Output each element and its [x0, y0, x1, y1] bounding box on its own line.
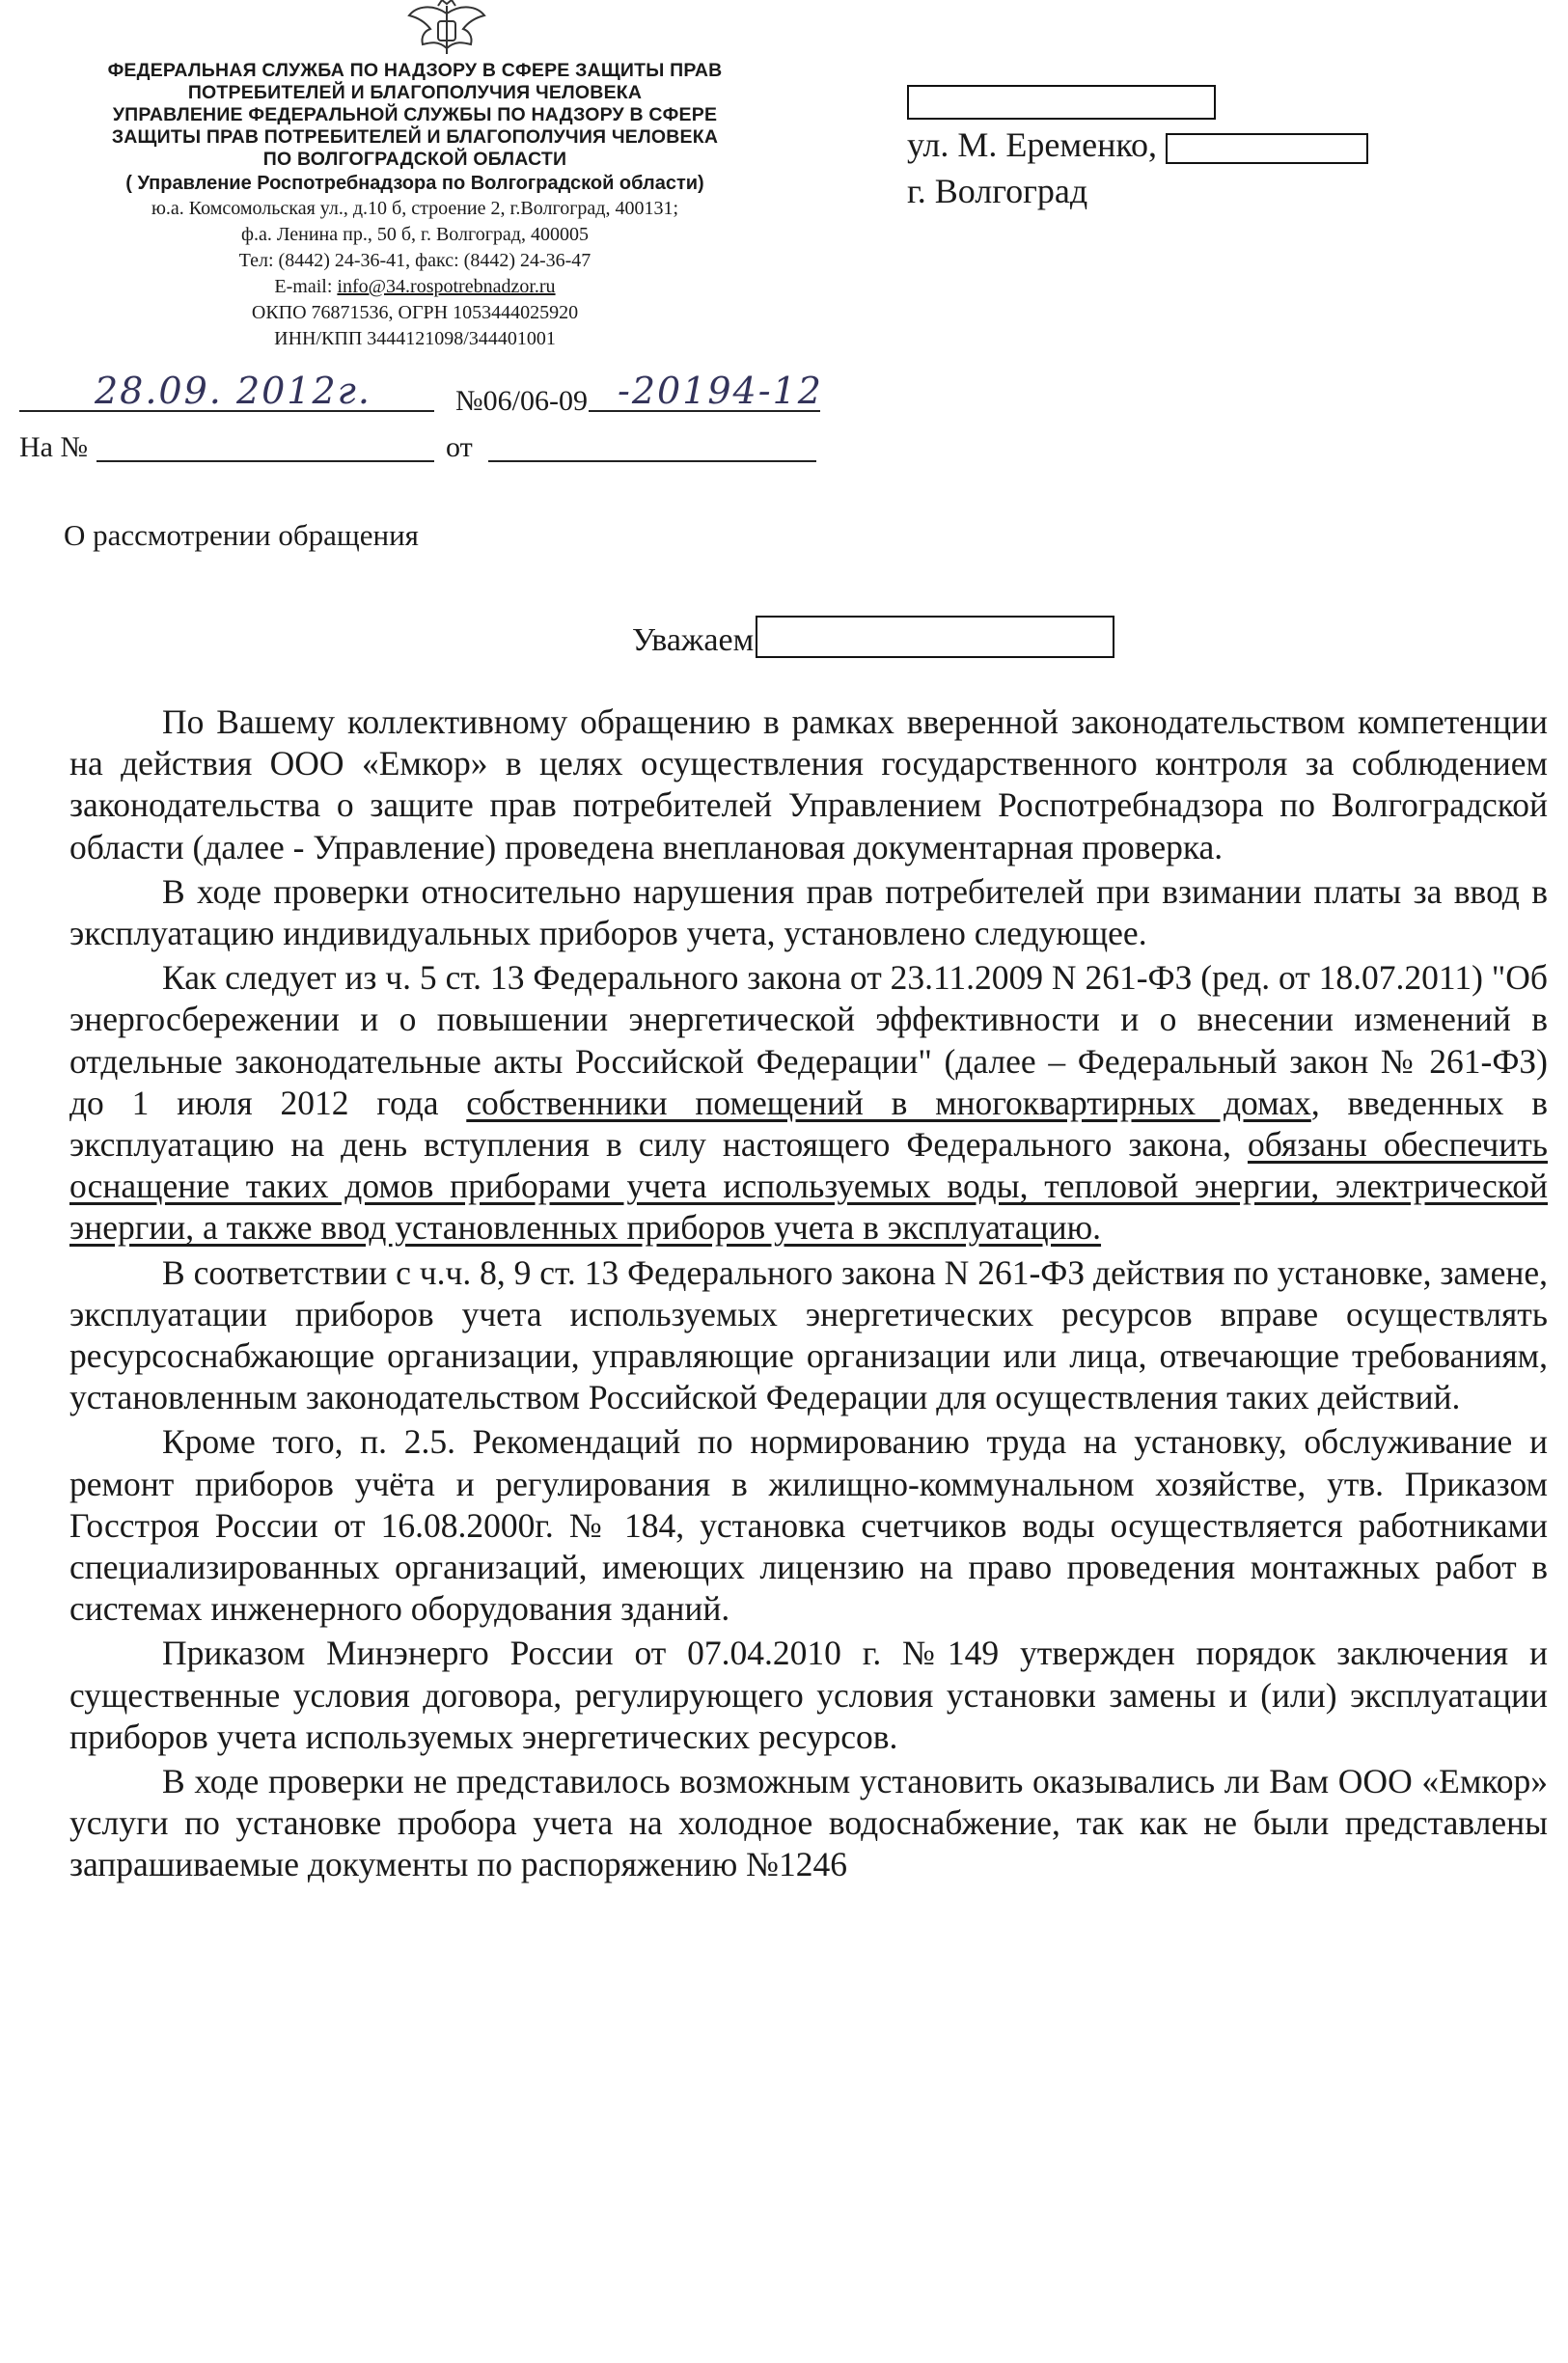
paragraph: В ходе проверки не представилось возможным установить оказывались ли Вам ООО «Емкор» услуги по установке пробора учета на холодное водоснабжение, так как не были представлены запрашиваемые документы по распоряжению №1246 — [69, 1762, 1548, 1884]
handwritten-date: 28.09. 2012г. — [95, 370, 371, 412]
registration-row — [19, 370, 830, 418]
paragraph — [69, 957, 1548, 1249]
paragraph-text: , введенных в эксплуатацию на день вступления в силу настоящего Федерального закона, — [69, 1083, 1548, 1165]
sender-org-block — [19, 60, 811, 352]
outgoing-number: №06/06-09 — [455, 385, 588, 417]
paragraph: В ходе проверки относительно нарушения прав потребителей при взимании платы за ввод в эксплуатацию индивидуальных приборов учета, установлено следующее. — [69, 871, 1548, 953]
org-name-line: ПО ВОЛГОГРАДСКОЙ ОБЛАСТИ — [262, 149, 567, 170]
underlined-text: собственники помещений в многоквартирных домах — [466, 1083, 1311, 1122]
underlined-text: обязаны обеспечить оснащение таких домов приборами учета используемых воды, тепловой энергии, электрической энергии, а также ввод установленных приборов учета в эксплуатацию. — [69, 1125, 1548, 1248]
redacted-addressee — [756, 616, 1114, 658]
paragraph: По Вашему коллективному обращению в рамках вверенной законодательством компетенции на действия ООО «Емкор» в целях осуществления государственного контроля за соблюдением законодательства о защите прав потребителей Управлением Роспотребнадзора по Волгоградской области (далее - Управление) проведена внеплановая документарная проверка. — [69, 702, 1548, 866]
na-label: На № — [19, 431, 89, 463]
email-line — [19, 274, 811, 300]
org-name-line: ФЕДЕРАЛЬНАЯ СЛУЖБА ПО НАДЗОРУ В СФЕРЕ ЗАЩИТЫ ПРАВ — [107, 60, 723, 81]
actual-address: ф.а. Ленина пр., 50 б, г. Волгоград, 400005 — [241, 224, 589, 245]
legal-address: ю.а. Комсомольская ул., д.10 б, строение 2, г.Волгоград, 400131; — [151, 198, 679, 219]
na-line — [96, 460, 434, 462]
org-name-line: УПРАВЛЕНИЕ ФЕДЕРАЛЬНОЙ СЛУЖБЫ ПО НАДЗОРУ В СФЕРЕ — [112, 104, 718, 125]
recipient-city: г. Волгоград — [907, 172, 1088, 210]
email-link[interactable]: info@34.rospotrebnadzor.ru — [337, 276, 556, 297]
org-name-line: ЗАЩИТЫ ПРАВ ПОТРЕБИТЕЛЕЙ И БЛАГОПОЛУЧИЯ ЧЕЛОВЕКА — [111, 126, 719, 148]
paragraph-text: Как следует из ч. 5 ст. 13 Федерального закона от 23.11.2009 N 261-ФЗ (ред. от 18.07.2011) "Об энергосбережении и о повышении энергетической эффективности и о внесении изменений в отдельные законодательные акты Российской Федерации" (далее – Федеральный закон № 261-ФЗ) до 1 июля 2012 года — [69, 958, 1548, 1122]
redacted-house-number — [1166, 133, 1368, 164]
email-label: E-mail: — [274, 276, 338, 297]
phone-fax: Тел: (8442) 24-36-41, факс: (8442) 24-36-47 — [238, 250, 591, 271]
russian-coat-of-arms-icon — [403, 0, 490, 56]
handwritten-number: -20194-12 — [618, 370, 823, 412]
paragraph: В соответствии с ч.ч. 8, 9 ст. 13 Федерального закона N 261-ФЗ действия по установке, замене, эксплуатации приборов учета используемых энергетических ресурсов вправе осуществлять ресурсоснабжающие организации, управляющие организации или лица, отвечающие требованиям, установленным законодательством Российской Федерации для осуществления таких действий. — [69, 1252, 1548, 1417]
ot-label: от — [446, 431, 473, 463]
org-name-line: ПОТРЕБИТЕЛЕЙ И БЛАГОПОЛУЧИЯ ЧЕЛОВЕКА — [187, 82, 643, 103]
org-abbreviation: ( Управление Роспотребнадзора по Волгоградской области) — [125, 173, 704, 194]
ot-line — [488, 460, 816, 462]
paragraph: Приказом Минэнерго России от 07.04.2010 г. №149 утвержден порядок заключения и существенные условия договора, регулирующего условия установки замены и (или) эксплуатации приборов учета используемых энергетических ресурсов. — [69, 1634, 1548, 1756]
recipient-block — [907, 75, 1505, 214]
greeting-text: Уважаем — [632, 622, 755, 658]
redacted-recipient-name — [907, 85, 1216, 120]
inn-kpp: ИНН/КПП 3444121098/344401001 — [274, 328, 556, 349]
letter-body — [69, 701, 1548, 1886]
letter-subject: О рассмотрении обращения — [64, 518, 419, 552]
recipient-street: ул. М. Еременко, — [907, 125, 1158, 164]
greeting — [632, 616, 1114, 659]
okpo-ogrn: ОКПО 76871536, ОГРН 1053444025920 — [251, 302, 579, 323]
paragraph: Кроме того, п. 2.5. Рекомендаций по нормированию труда на установку, обслуживание и ремонт приборов учёта и регулирования в жилищно-коммунальном хозяйстве, утв. Приказом Госстроя России от 16.08.2000г. № 184, установка счетчиков воды осуществляется работниками специализированных организаций, имеющих лицензию на право проведения монтажных работ в системах инженерного оборудования зданий. — [69, 1422, 1548, 1629]
